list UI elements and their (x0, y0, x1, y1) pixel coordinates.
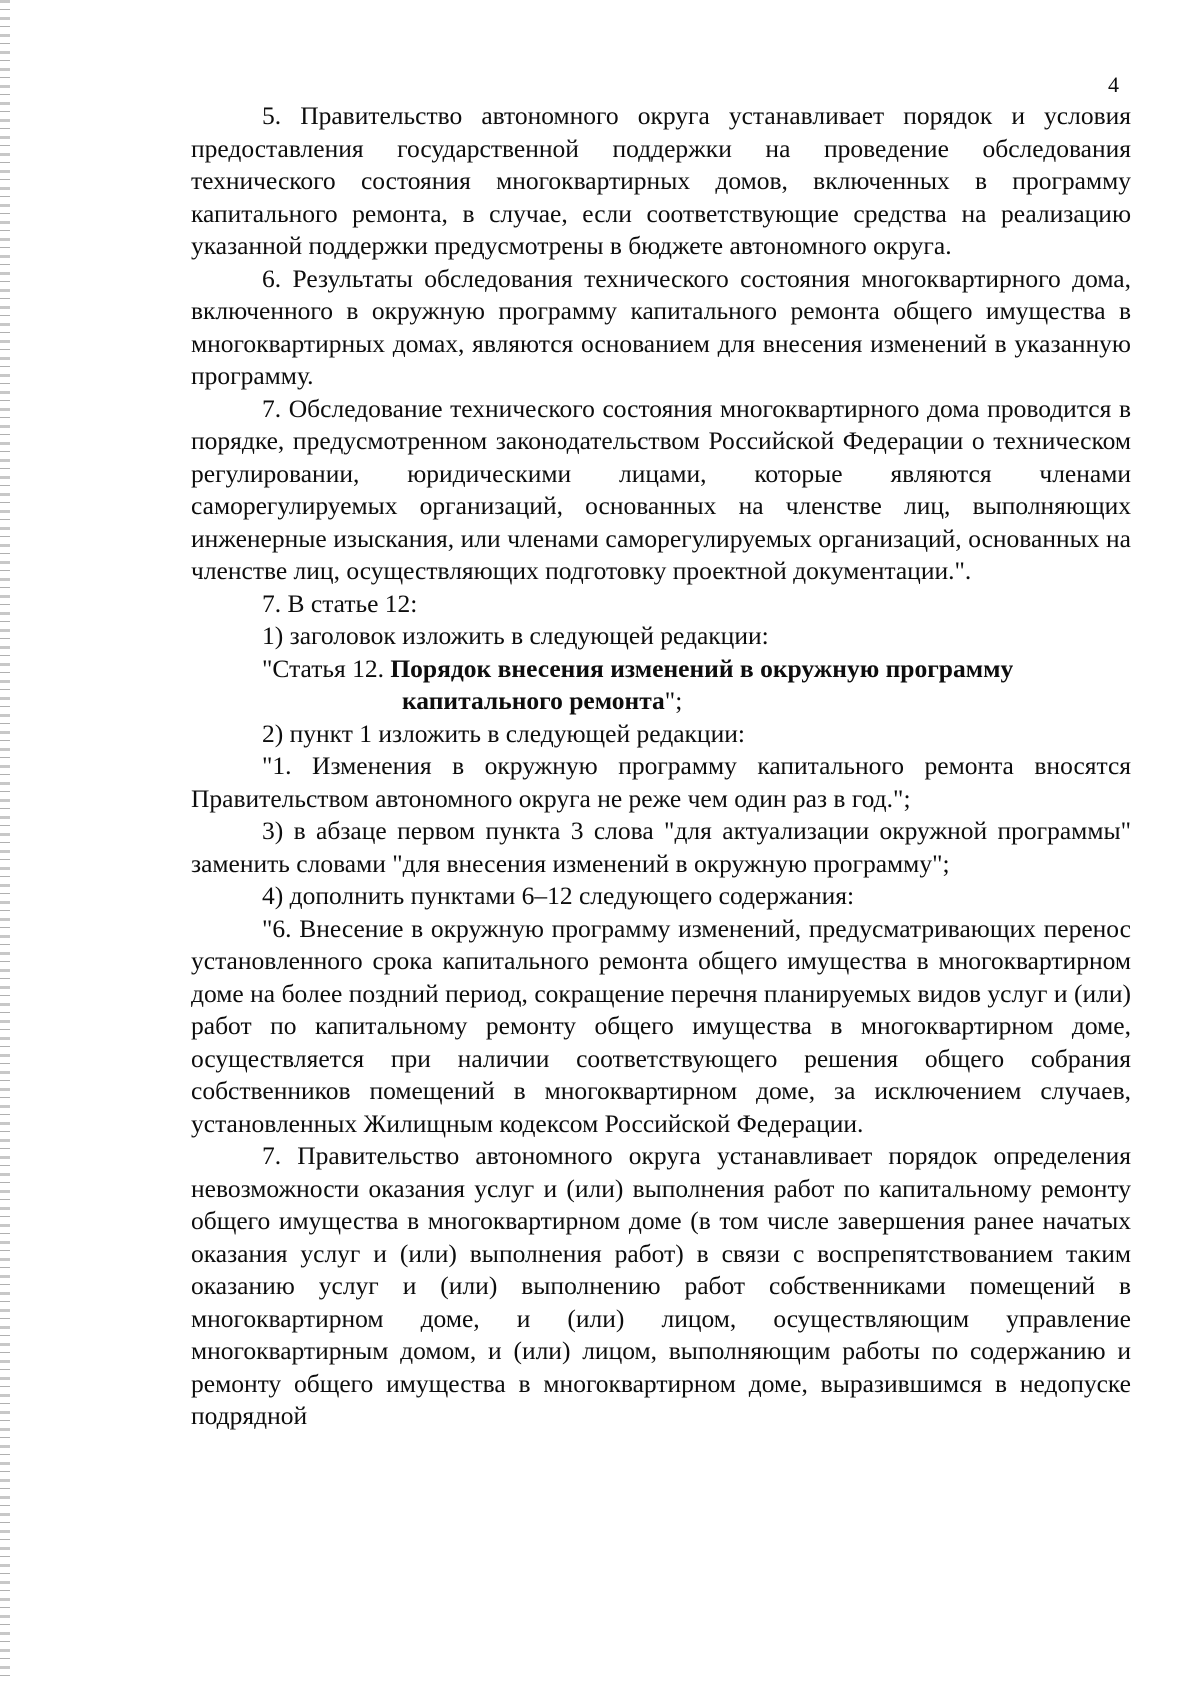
amendment-item-3: 3) в абзаце первом пункта 3 слова "для актуализации окружной программы" заменить словами "для внесения изменений в окружную программу"; (191, 816, 1131, 878)
new-point-7: 7. Правительство автономного округа устанавливает порядок определения невозможности оказания услуг и (или) выполнения работ по капитальному ремонту общего имущества в многоквартирном доме (в том числе завершения ранее начатых оказания услуг и (или) выполнения работ) в связи с воспрепятствованием таким оказанию услуг и (или) выполнению работ собственниками помещений в многоквартирном доме, и (или) лицом, осуществляющим управление многоквартирным домом, и (или) лицом, выполняющим работы по содержанию и ремонту общего имущества в многоквартирном доме, выразившимся в недопуске подрядной (191, 1141, 1131, 1430)
article-amendment-intro: 7. В статье 12: (262, 588, 418, 618)
page-number: 4 (1108, 72, 1119, 97)
scan-edge-artifact (0, 0, 10, 1682)
document-body (191, 100, 1131, 1433)
new-point-6: "6. Внесение в окружную программу изменений, предусматривающих перенос установленного срока капитального ремонта общего имущества в многоквартирном доме на более поздний период, сокращение перечня планируемых видов услуг и (или) работ по капитальному ремонту общего имущества в многоквартирном доме, осуществляется при наличии соответствующего решения общего собрания собственников помещений в многоквартирном доме, за исключением случаев, установленных Жилищным кодексом Российской Федерации. (191, 913, 1131, 1138)
amendment-item-2-text: "1. Изменения в окружную программу капитального ремонта вносятся Правительством автономного округа не реже чем один раз в год."; (191, 751, 1131, 813)
amendment-item-2: 2) пункт 1 изложить в следующей редакции: (262, 718, 745, 748)
amendment-item-1: 1) заголовок изложить в следующей редакции: (262, 621, 769, 650)
article-title-bold-1: Порядок внесения изменений в окружную программу (390, 653, 1014, 683)
article-title-line-1 (191, 653, 1131, 686)
article-title-bold-2: капитального ремонта (402, 686, 665, 715)
amendment-item-4: 4) дополнить пунктами 6–12 следующего содержания: (262, 881, 855, 910)
paragraph-5: 5. Правительство автономного округа устанавливает порядок и условия предоставления государственной поддержки на проведение обследования технического состояния многоквартирных домов, включенных в программу капитального ремонта, в случае, если соответствующие средства на реализацию указанной поддержки предусмотрены в бюджете автономного округа. (191, 101, 1131, 260)
article-title-line-2 (191, 685, 1131, 718)
article-title-prefix: "Статья 12. (262, 653, 391, 683)
paragraph-6: 6. Результаты обследования технического состояния многоквартирного дома, включенного в окружную программу капитального ремонта общего имущества в многоквартирных домах, являются основанием для внесения изменений в указанную программу. (191, 263, 1131, 390)
paragraph-7: 7. Обследование технического состояния многоквартирного дома проводится в порядке, предусмотренном законодательством Российской Федерации о техническом регулировании, юридическими лицами, которые являются членами саморегулируемых организаций, основанных на членстве лиц, выполняющих инженерные изыскания, или членами саморегулируемых организаций, основанных на членстве лиц, осуществляющих подготовку проектной документации.". (191, 393, 1131, 585)
article-title-suffix: "; (664, 686, 683, 715)
